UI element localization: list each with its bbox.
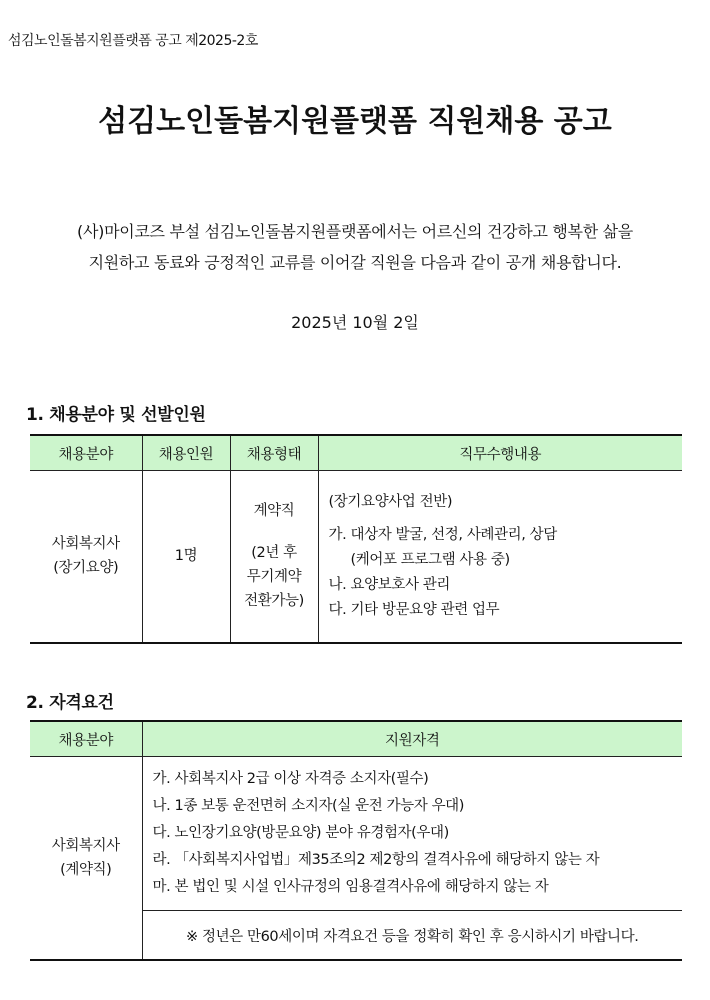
header-cell: 채용인원 bbox=[142, 435, 230, 471]
intro-line: 지원하고 동료와 긍정적인 교류를 이어갈 직원을 다음과 같이 공개 채용합니다. bbox=[88, 253, 622, 272]
notice-date: 2025년 10월 2일 bbox=[291, 313, 419, 332]
table-header-row bbox=[30, 721, 682, 757]
field-detail: (장기요양) bbox=[53, 560, 119, 577]
field-name: 사회복지사 bbox=[51, 838, 120, 854]
header-cell: 지원자격 bbox=[142, 721, 682, 757]
intro-line: (사)마이코즈 부설 섬김노인돌봄지원플랫폼에서는 어르신의 건강하고 행복한 삶을 bbox=[77, 222, 633, 241]
notice-number: 섬김노인돌봄지원플랫폼 공고 제2025-2호 bbox=[8, 33, 258, 49]
duty-item: (장기요양사업 전반) bbox=[328, 493, 453, 510]
type-text: 전환가능) bbox=[244, 593, 304, 610]
type-text: 계약직 bbox=[253, 503, 295, 520]
duty-item: 가. 대상자 발굴, 선정, 사례관리, 상담 bbox=[328, 526, 557, 543]
type-cell bbox=[230, 471, 318, 643]
qualification-table bbox=[30, 720, 682, 961]
qualification-item: 마. 본 법인 및 시설 인사규정의 임용결격사유에 해당하지 않는 자 bbox=[152, 879, 549, 895]
duty-item: 나. 요양보호사 관리 bbox=[328, 576, 450, 593]
recruitment-table bbox=[30, 434, 682, 644]
type-text: (2년 후 bbox=[251, 545, 297, 562]
age-limit-note: ※ 정년은 만60세이며 자격요건 등을 정확히 확인 후 응시하시기 바랍니다. bbox=[142, 911, 682, 961]
duty-item: 다. 기타 방문요양 관련 업무 bbox=[328, 601, 500, 618]
duties-cell bbox=[318, 471, 682, 643]
header-cell: 직무수행내용 bbox=[318, 435, 682, 471]
qualification-item: 다. 노인장기요양(방문요양) 분야 유경험자(우대) bbox=[152, 825, 449, 841]
section-heading-recruitment: 1. 채용분야 및 선발인원 bbox=[26, 405, 206, 425]
type-text: 무기계약 bbox=[246, 569, 302, 586]
qualification-item: 가. 사회복지사 2급 이상 자격증 소지자(필수) bbox=[152, 771, 429, 787]
section-heading-qualifications: 2. 자격요건 bbox=[26, 693, 114, 713]
table-row bbox=[30, 471, 682, 643]
field-cell bbox=[30, 757, 142, 961]
header-cell: 채용분야 bbox=[30, 721, 142, 757]
qualification-item: 나. 1종 보통 운전면허 소지자(실 운전 가능자 우대) bbox=[152, 798, 465, 814]
duty-item: (케어포 프로그램 사용 중) bbox=[350, 551, 510, 568]
qualification-item: 라. 「사회복지사업법」제35조의2 제2항의 결격사유에 해당하지 않는 자 bbox=[152, 852, 600, 868]
header-cell: 채용형태 bbox=[230, 435, 318, 471]
header-cell: 채용분야 bbox=[30, 435, 142, 471]
field-cell bbox=[30, 471, 142, 643]
table-row bbox=[30, 757, 682, 911]
field-detail: (계약직) bbox=[60, 862, 112, 878]
count-cell: 1명 bbox=[142, 471, 230, 643]
intro-paragraph bbox=[0, 216, 710, 278]
field-name: 사회복지사 bbox=[51, 536, 120, 553]
page-title: 섬김노인돌봄지원플랫폼 직원채용 공고 bbox=[98, 104, 612, 139]
table-header-row bbox=[30, 435, 682, 471]
qualifications-cell bbox=[142, 757, 682, 911]
